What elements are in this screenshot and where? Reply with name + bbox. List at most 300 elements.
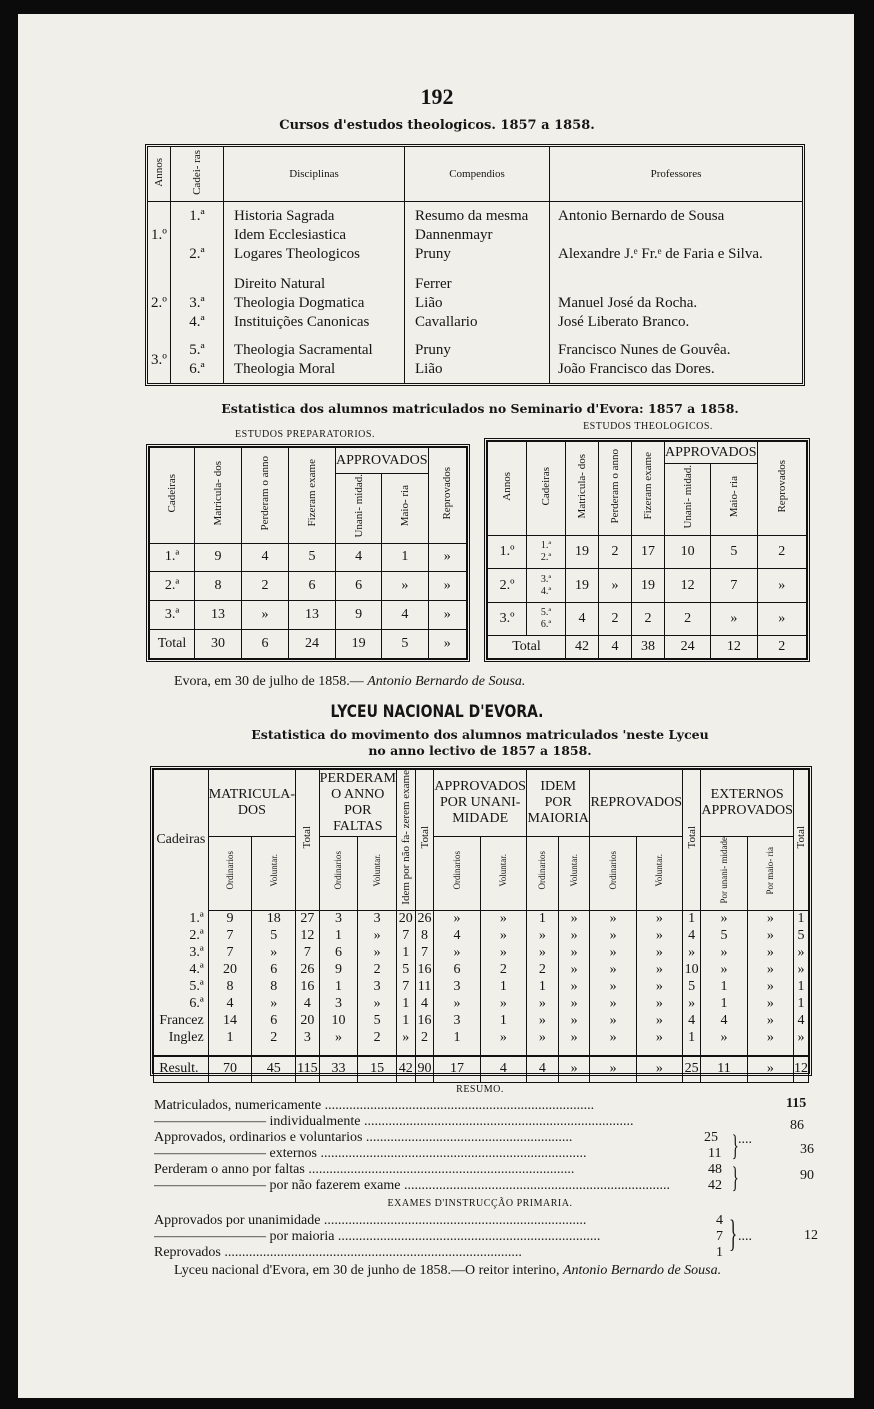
cell: 7 (711, 569, 757, 602)
cell: » (428, 543, 466, 572)
cell: Total (150, 630, 195, 659)
col-cadeiras: Cadeiras (540, 466, 552, 506)
prep-caption: ESTUDOS PREPARATORIOS. (235, 429, 375, 440)
col-ordinarios: Ordinarios (333, 851, 344, 890)
cell: 2 (757, 636, 806, 659)
value-cell: » (558, 995, 590, 1012)
col-fizeram-exame: Fizeram exame (306, 459, 318, 527)
value-cell: 26 (415, 910, 434, 927)
value-cell: 7 (415, 944, 434, 961)
value-cell: 4 (208, 995, 252, 1012)
cadeira-cell: 6.ª (154, 995, 209, 1012)
value-cell: 1 (794, 910, 809, 927)
value-cell: 7 (208, 944, 252, 961)
value-cell: 6 (434, 961, 480, 978)
dots: .... (738, 1132, 752, 1147)
cell: » (711, 602, 757, 635)
value-cell: » (747, 995, 793, 1012)
col-perderam: Perderam o anno (259, 455, 271, 531)
resumo-title: RESUMO. (456, 1084, 504, 1095)
value-cell: 1 (319, 927, 358, 944)
cell: 17 (632, 536, 665, 569)
value-cell: 3 (319, 995, 358, 1012)
value-cell: 1 (526, 910, 558, 927)
value-cell: » (701, 1029, 747, 1046)
col-cadeiras: Cadei- ras (191, 150, 203, 195)
disciplina-cell: Instituições Canonicas (234, 314, 370, 331)
value-cell: 5 (252, 927, 296, 944)
value-cell: 4 (434, 927, 480, 944)
value-cell: » (636, 1056, 682, 1082)
compendio-cell: Pruny (415, 342, 451, 359)
group-matriculados: MATRICULA- DOS (208, 770, 295, 837)
table-row (154, 944, 809, 961)
table1-title: Cursos d'estudos theologicos. 1857 a 1858. (279, 118, 595, 133)
value-cell: 2 (358, 1029, 397, 1046)
value-cell: 2 (415, 1029, 434, 1046)
value-cell: 1 (794, 995, 809, 1012)
value-cell: 1 (794, 978, 809, 995)
compendio-cell: Dannenmayr (415, 227, 493, 244)
group-perderam: PERDERAM O ANNO POR FALTAS (319, 770, 396, 837)
cell: 9 (195, 543, 242, 572)
cell: 24 (665, 636, 711, 659)
value-cell: 1 (396, 995, 415, 1012)
value-cell: 2 (358, 961, 397, 978)
value-cell: » (747, 1056, 793, 1082)
value-cell: » (252, 995, 296, 1012)
value-cell: » (434, 910, 480, 927)
col-voluntarios: Voluntar. (372, 854, 383, 887)
resumo-line: Approvados, ordinarios e voluntarios ........................................................... (154, 1130, 573, 1145)
disciplina-cell: Historia Sagrada (234, 208, 335, 225)
value-cell: 70 (208, 1056, 252, 1082)
cell: 5 (382, 630, 428, 659)
cell: 2 (757, 536, 806, 569)
value-cell: 1 (701, 995, 747, 1012)
label: por não fazerem exame (269, 1178, 401, 1193)
table-row (488, 569, 807, 602)
lyceu-title: LYCEU NACIONAL D'EVORA. (330, 702, 544, 722)
value-cell: 7 (296, 944, 320, 961)
cadeira-cell: Result. (154, 1056, 209, 1082)
col-reprovados: Reprovados (441, 466, 454, 520)
value-cell: 2 (526, 961, 558, 978)
anno-cell: 3.º (148, 338, 171, 383)
value-cell: 8 (415, 927, 434, 944)
cell: » (428, 630, 466, 659)
cadeira-cell: 5.ª (154, 978, 209, 995)
cell: 8 (195, 572, 242, 601)
cadeira-cell: 4.ª (189, 314, 205, 331)
cell: 3.ª (540, 573, 552, 585)
cell: 1.º (488, 536, 527, 569)
table-row (154, 961, 809, 978)
value-cell: » (636, 927, 682, 944)
value-cell: » (558, 1012, 590, 1029)
anno-cell: 1.º (148, 202, 171, 270)
value-cell: » (747, 944, 793, 961)
value-cell: 10 (682, 961, 700, 978)
table-row (150, 601, 467, 630)
col-maioria: Maio- ria (727, 476, 740, 518)
value-cell: » (636, 978, 682, 995)
col-voluntarios: Voluntar. (569, 854, 580, 887)
disciplina-cell: Theologia Moral (234, 361, 336, 378)
value-cell: » (526, 1012, 558, 1029)
col-annos: Annos (153, 158, 165, 187)
value-cell: 45 (252, 1056, 296, 1082)
cell: 2.º (488, 569, 527, 602)
col-reprovados: Reprovados (775, 459, 788, 513)
cell: 5.ª (540, 607, 552, 619)
table-row (154, 978, 809, 995)
col-idem-exame: Idem por não fa- zerem exame (399, 770, 412, 905)
value-cell: 10 (319, 1012, 358, 1029)
value-cell: 1 (319, 978, 358, 995)
value-cell: 4 (794, 1012, 809, 1029)
sign1-text: Evora, em 30 de julho de 1858.— (174, 674, 364, 689)
value: 4 (716, 1213, 723, 1228)
value-cell: 15 (358, 1056, 397, 1082)
col-fizeram-exame: Fizeram exame (642, 452, 654, 520)
cell: » (428, 572, 466, 601)
value-cell: 7 (208, 927, 252, 944)
cell: 38 (632, 636, 665, 659)
value-cell: 1 (682, 910, 700, 927)
sign2-name: Antonio Bernardo de Sousa. (562, 1263, 722, 1278)
value-cell: 1 (480, 978, 526, 995)
cell: 9 (336, 601, 382, 630)
table-row (148, 338, 802, 383)
value-cell: 1 (480, 1012, 526, 1029)
cell: 13 (289, 601, 336, 630)
value-cell: » (590, 995, 636, 1012)
value-cell: » (747, 927, 793, 944)
label: por maioria (269, 1229, 335, 1244)
cadeira-cell: 5.ª (189, 342, 205, 359)
cell: 2 (242, 572, 289, 601)
value-cell: 6 (252, 961, 296, 978)
value-cell: 4 (701, 1012, 747, 1029)
value-cell: » (636, 910, 682, 927)
table3-title-line2: no anno lectivo de 1857 a 1858. (368, 743, 592, 758)
value-cell: 8 (252, 978, 296, 995)
value-cell: » (794, 944, 809, 961)
professor-cell: Manuel José da Rocha. (558, 295, 698, 312)
col-maioria: Por maio- ria (765, 846, 776, 895)
cell: 19 (632, 569, 665, 602)
value-cell: 18 (252, 910, 296, 927)
value-cell: 3 (296, 1029, 320, 1046)
value-cell: 2 (252, 1029, 296, 1046)
value-cell: 3 (358, 978, 397, 995)
disciplina-cell: Direito Natural (234, 276, 326, 293)
value-cell: 14 (208, 1012, 252, 1029)
cell: 12 (711, 636, 757, 659)
cell: 2 (599, 602, 632, 635)
value-cell: 4 (415, 995, 434, 1012)
col-unanimidade: Unani- midad. (681, 465, 694, 529)
col-professores: Professores (550, 147, 803, 202)
col-ordinarios: Ordinarios (225, 851, 236, 890)
cell: » (757, 569, 806, 602)
cell: 4.ª (540, 585, 552, 597)
label: Approvados por unanimidade (154, 1213, 321, 1228)
cell: 4 (242, 543, 289, 572)
col-matriculados: Matricula- dos (212, 460, 224, 525)
disciplina-cell: Logares Theologicos (234, 246, 360, 263)
value-cell: 1 (526, 978, 558, 995)
value-cell: » (682, 944, 700, 961)
cell: 6 (336, 572, 382, 601)
value-cell: » (434, 995, 480, 1012)
compendio-cell: Lião (415, 295, 443, 312)
cadeira-cell: 3.ª (154, 944, 209, 961)
value-cell: » (434, 944, 480, 961)
value-cell: 8 (208, 978, 252, 995)
value-cell: 3 (434, 1012, 480, 1029)
value-cell: 4 (526, 1056, 558, 1082)
value-cell: 115 (296, 1056, 320, 1082)
brace-icon: } (731, 1161, 739, 1194)
value-cell: 27 (296, 910, 320, 927)
value-cell: » (636, 995, 682, 1012)
label: Approvados, ordinarios e voluntarios (154, 1130, 363, 1145)
group-unanimidade: APPROVADOS POR UNANI- MIDADE (434, 770, 527, 837)
value-cell: 3 (358, 910, 397, 927)
value-cell: 7 (396, 978, 415, 995)
sign1-name: Antonio Bernardo de Sousa. (367, 674, 526, 689)
value-cell: 20 (296, 1012, 320, 1029)
lyceu-table (150, 766, 812, 1076)
col-approvados: APPROVADOS (336, 448, 429, 474)
value-cell: 1 (434, 1029, 480, 1046)
cell: 2 (599, 536, 632, 569)
resumo-line: ———————— individualmente ............................................................................. (154, 1114, 634, 1129)
professor-cell: Alexandre J.ᵉ Fr.ᵉ de Faria e Silva. (558, 246, 763, 263)
value-cell: » (358, 995, 397, 1012)
professor-cell: José Liberato Branco. (558, 314, 690, 331)
col-unanimidade: Por unani- midade (719, 837, 729, 904)
cell: 24 (289, 630, 336, 659)
value-cell: 7 (396, 927, 415, 944)
value-cell: 1 (701, 978, 747, 995)
professor-cell: Antonio Bernardo de Sousa (558, 208, 725, 225)
col-unanimidade: Unani- midad. (352, 474, 365, 538)
value-cell: » (558, 1056, 590, 1082)
compendio-cell: Cavallario (415, 314, 478, 331)
cell: 13 (195, 601, 242, 630)
value-cell: 4 (682, 1012, 700, 1029)
cell: 19 (566, 536, 599, 569)
col-cadeiras: Cadeiras (154, 770, 209, 911)
value-cell: » (480, 1029, 526, 1046)
value-cell: 26 (296, 961, 320, 978)
dots: .... (738, 1229, 752, 1244)
table2-title: Estatistica dos alumnos matriculados no Seminario d'Evora: 1857 a 1858. (221, 401, 739, 416)
value-cell: 9 (208, 910, 252, 927)
exames-title: EXAMES D'INSTRUCÇÃO PRIMARIA. (387, 1198, 573, 1209)
label: Perderam o anno por faltas (154, 1162, 305, 1177)
value-cell: » (590, 1029, 636, 1046)
value-cell: 3 (434, 978, 480, 995)
exames-line: Reprovados ..................................................................................... (154, 1245, 522, 1260)
anno-cell: 2.º (148, 270, 171, 338)
col-voluntarios: Voluntar. (498, 854, 509, 887)
resumo-line: ———————— externos ............................................................................ (154, 1146, 587, 1161)
col-total: Total (685, 826, 698, 849)
value-cell: » (747, 961, 793, 978)
value-cell: 12 (794, 1056, 809, 1082)
value-cell: 9 (319, 961, 358, 978)
cell: 6 (242, 630, 289, 659)
value-cell: » (747, 978, 793, 995)
cell: 5 (289, 543, 336, 572)
resumo-line: Matriculados, numericamente ............................................................................. (154, 1098, 595, 1113)
table-row (154, 995, 809, 1012)
col-total: Total (301, 826, 314, 849)
value-cell: » (526, 944, 558, 961)
value-cell: 1 (682, 1029, 700, 1046)
value-cell: 6 (319, 944, 358, 961)
value-cell: 16 (415, 961, 434, 978)
cadeira-cell: 2.ª (154, 927, 209, 944)
prep-table (146, 444, 470, 662)
value-cell: » (590, 910, 636, 927)
col-voluntarios: Voluntar. (654, 854, 665, 887)
cell: 4 (599, 636, 632, 659)
value-cell: 42 (396, 1056, 415, 1082)
value-cell: 20 (208, 961, 252, 978)
value-cell: » (558, 927, 590, 944)
value-cell: » (558, 978, 590, 995)
brace-icon: } (731, 1129, 739, 1162)
value-cell: » (590, 978, 636, 995)
value-cell: » (794, 1029, 809, 1046)
compendio-cell: Pruny (415, 246, 451, 263)
value-cell: » (480, 910, 526, 927)
cell: 2 (665, 602, 711, 635)
value-cell: » (636, 1012, 682, 1029)
cell: 42 (566, 636, 599, 659)
value: 25 (704, 1130, 718, 1145)
cell: » (757, 602, 806, 635)
cadeira-cell: Francez (154, 1012, 209, 1029)
value-cell: » (558, 1029, 590, 1046)
value-cell: 17 (434, 1056, 480, 1082)
value-cell: 5 (358, 1012, 397, 1029)
label: Matriculados, numericamente (154, 1098, 322, 1113)
cell: » (382, 572, 428, 601)
value-cell: 25 (682, 1056, 700, 1082)
col-disciplinas: Disciplinas (224, 147, 405, 202)
cadeira-cell: 1.ª (189, 208, 205, 225)
table3-title-line1: Estatistica do movimento dos alumnos matriculados 'neste Lyceu (251, 727, 709, 742)
cell: 19 (336, 630, 382, 659)
value-cell: 11 (415, 978, 434, 995)
disciplina-cell: Theologia Dogmatica (234, 295, 365, 312)
value-cell: » (747, 910, 793, 927)
group-externos: EXTERNOS APPROVADOS (701, 770, 794, 837)
table-row (488, 536, 807, 569)
cell: 19 (566, 569, 599, 602)
cell: 5 (711, 536, 757, 569)
cell: 4 (336, 543, 382, 572)
table-row (148, 202, 802, 270)
value-cell: 12 (296, 927, 320, 944)
group-reprovados: REPROVADOS (590, 770, 683, 837)
value: 12 (804, 1228, 818, 1243)
col-matriculados: Matricula- dos (576, 453, 588, 519)
value-cell: 4 (682, 927, 700, 944)
disciplina-cell: Theologia Sacramental (234, 342, 373, 359)
cell: Total (488, 636, 566, 659)
value-cell: » (526, 995, 558, 1012)
table-row (488, 602, 807, 635)
value-cell: » (526, 927, 558, 944)
cell: 12 (665, 569, 711, 602)
value-cell: » (480, 927, 526, 944)
label: Reprovados (154, 1245, 221, 1260)
value: 86 (790, 1118, 804, 1133)
value-cell: 1 (208, 1029, 252, 1046)
value-cell: 90 (415, 1056, 434, 1082)
value-cell: 4 (296, 995, 320, 1012)
disciplina-cell: Idem Ecclesiastica (234, 227, 347, 244)
value-cell: » (701, 961, 747, 978)
exames-line: ———————— por maioria ........................................................................... (154, 1229, 601, 1244)
col-approvados: APPROVADOS (665, 442, 758, 464)
table-row (150, 543, 467, 572)
col-ordinarios: Ordinarios (537, 851, 548, 890)
col-total: Total (795, 826, 807, 849)
cell: 4 (566, 602, 599, 635)
value-cell: 1 (396, 944, 415, 961)
value-cell: 16 (296, 978, 320, 995)
cell: 1.ª (540, 540, 552, 552)
value-cell: » (701, 910, 747, 927)
table-row (154, 910, 809, 927)
value: 36 (800, 1142, 814, 1157)
professor-cell: João Francisco das Dores. (558, 361, 715, 378)
cell: » (428, 601, 466, 630)
group-maioria: IDEM POR MAIORIA (526, 770, 589, 837)
total-row (150, 630, 467, 659)
value-cell: 5 (701, 927, 747, 944)
col-total: Total (418, 826, 431, 849)
col-maioria: Maio- ria (398, 485, 411, 527)
value-cell: » (747, 1012, 793, 1029)
value-cell: » (480, 944, 526, 961)
col-ordinarios: Ordinarios (452, 851, 463, 890)
value-cell: » (682, 995, 700, 1012)
value-cell: » (590, 961, 636, 978)
cadeira-cell: 6.ª (189, 361, 205, 378)
value-cell: » (252, 944, 296, 961)
courses-table (145, 144, 805, 386)
value-cell: 1 (396, 1012, 415, 1029)
table-row (154, 1029, 809, 1046)
table-row (150, 572, 467, 601)
table-row (154, 927, 809, 944)
value-cell: » (526, 1029, 558, 1046)
value-cell: » (636, 1029, 682, 1046)
value-cell: » (319, 1029, 358, 1046)
col-annos: Annos (501, 471, 513, 501)
cell: » (599, 569, 632, 602)
label: individualmente (269, 1114, 361, 1129)
